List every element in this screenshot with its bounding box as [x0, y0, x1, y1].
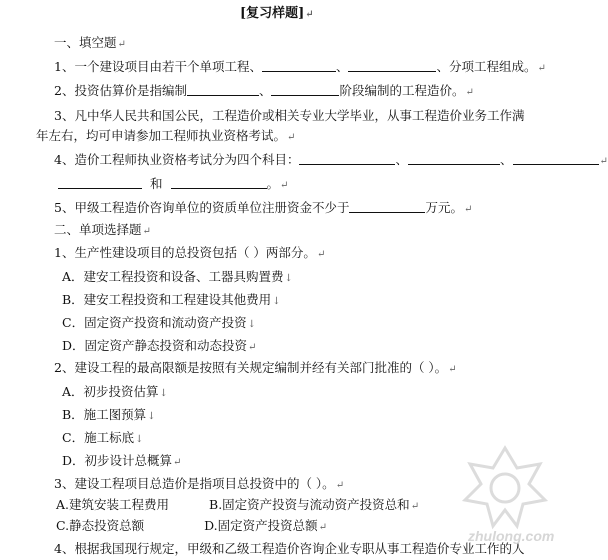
choice-1-option-a: A．建安工程投资和设备、工器具购置费↓ [62, 269, 293, 284]
choice-2-option-d: D．初步设计总概算↵ [62, 453, 182, 468]
choice-3-options-cd: C.静态投资总额 D.固定资产投资总额↵ [56, 518, 328, 533]
watermark-text: zhulong.com [468, 528, 555, 544]
choice-question-1: 1、生产性建设项目的总投资包括（ ）两部分。↵ [54, 245, 326, 260]
section-fill-blank: 一、填空题↵ [54, 35, 126, 50]
watermark-logo-icon [455, 438, 555, 538]
question-4-line-1: 4、造价工程师执业资格考试分为四个科目： 、 、 ↵ [54, 152, 608, 167]
question-1: 1、一个建设项目由若干个单项工程、 、 、分项工程组成。↵ [54, 59, 546, 74]
choice-1-option-b: B．建安工程投资和工程建设其他费用↓ [62, 292, 281, 307]
choice-2-option-b: B．施工图预算↓ [62, 407, 156, 422]
choice-question-4: 4、根据我国现行规定，甲级和乙级工程造价咨询企业专职从事工程造价专业工作的人 [54, 541, 525, 556]
choice-1-option-c: C．固定资产投资和流动资产投资↓ [62, 315, 256, 330]
question-3-line-1: 3、凡中华人民共和国公民，工程造价或相关专业大学毕业，从事工程造价业务工作满 [54, 108, 525, 123]
choice-3-options-ab: A.建筑安装工程费用 B.固定资产投资与流动资产投资总和↵ [56, 497, 420, 512]
question-3-line-2: 年左右，均可申请参加工程师执业资格考试。↵ [36, 128, 296, 143]
question-4-line-2: 和 。↵ [58, 176, 288, 194]
question-5: 5、甲级工程造价咨询单位的资质单位注册资金不少于 万元。↵ [54, 200, 473, 215]
section-single-choice: 二、单项选择题↵ [54, 222, 151, 237]
choice-2-option-a: A．初步投资估算↓ [62, 384, 168, 399]
choice-question-3: 3、建设工程项目总造价是指项目总投资中的（ ）。↵ [54, 476, 345, 491]
choice-2-option-c: C．施工标底↓ [62, 430, 144, 445]
document-title: [复习样题]↵ [240, 6, 314, 21]
choice-1-option-d: D．固定资产静态投资和动态投资↵ [62, 338, 257, 353]
choice-question-2: 2、建设工程的最高限额是按照有关规定编制并经有关部门批准的（ ）。↵ [54, 360, 457, 375]
question-2: 2、投资估算价是指编制 、 阶段编制的工程造价。↵ [54, 83, 474, 98]
